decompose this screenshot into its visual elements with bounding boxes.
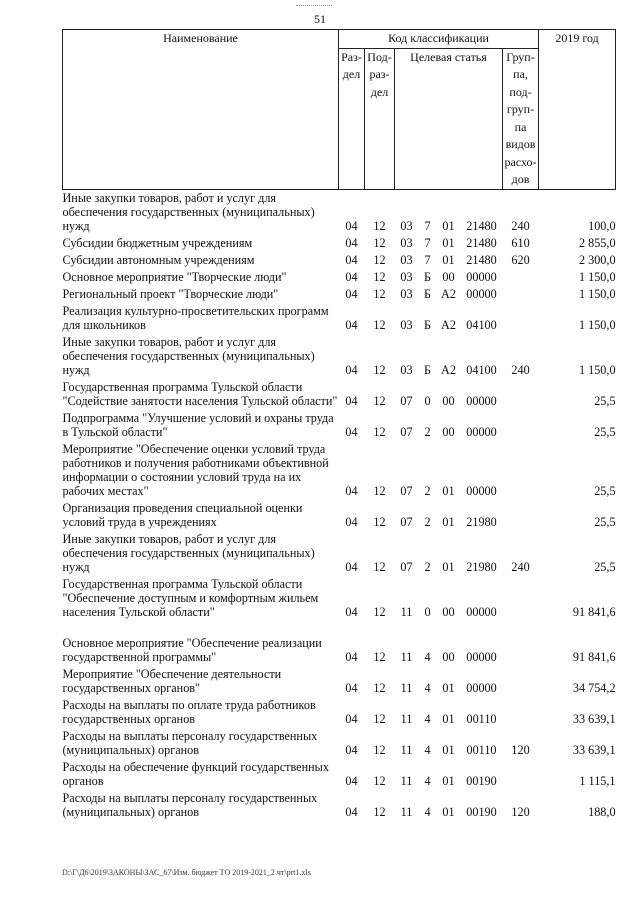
row-amount: 25,5 <box>594 424 616 439</box>
row-expense-type: 240 <box>511 218 530 233</box>
row-event: 01 <box>442 252 455 267</box>
row-program: 07 <box>400 559 413 574</box>
header-target-article: Целевая статья <box>395 48 503 189</box>
row-name: Мероприятие "Обеспечение деятельности государственных органов" <box>62 666 282 695</box>
row-subprogram: 2 <box>424 514 431 529</box>
row-amount: 25,5 <box>594 483 616 498</box>
header-subsection: Под- раз- дел <box>365 48 395 189</box>
row-subsection: 12 <box>373 317 386 332</box>
row-section: 04 <box>345 773 358 788</box>
row-direction: 00000 <box>466 424 497 439</box>
row-section: 04 <box>345 286 358 301</box>
row-program: 03 <box>400 286 413 301</box>
row-subsection: 12 <box>373 393 386 408</box>
row-amount: 188,0 <box>588 804 616 819</box>
row-amount: 33 639,1 <box>572 742 616 757</box>
page-number: 51 <box>314 12 326 26</box>
table-row <box>63 635 616 666</box>
row-section: 04 <box>345 514 358 529</box>
row-section: 04 <box>345 317 358 332</box>
row-program: 03 <box>400 218 413 233</box>
row-expense-type <box>503 666 539 697</box>
row-section: 04 <box>345 559 358 574</box>
row-program: 11 <box>400 649 413 664</box>
row-name: Расходы на выплаты по оплате труда работников государственных органов <box>62 697 316 726</box>
row-name: Субсидии автономным учреждениям <box>62 252 255 267</box>
row-event: 01 <box>442 559 455 574</box>
header-year: 2019 год <box>539 30 616 190</box>
row-event: 01 <box>442 804 455 819</box>
row-amount: 25,5 <box>594 393 616 408</box>
row-name: Подпрограмма "Улучшение условий и охраны труда в Тульской области" <box>62 410 334 439</box>
row-direction: 21480 <box>466 218 497 233</box>
row-subprogram: 4 <box>424 742 431 757</box>
row-event: 00 <box>442 604 455 619</box>
header-classification: Код классификации <box>339 30 539 49</box>
row-subprogram: Б <box>424 286 431 301</box>
row-subprogram: 0 <box>424 393 431 408</box>
table-row <box>63 303 616 334</box>
row-subprogram: 7 <box>424 235 431 250</box>
row-amount: 91 841,6 <box>572 604 616 619</box>
row-section: 04 <box>345 362 358 377</box>
row-name: Основное мероприятие "Обеспечение реализации государственной программы" <box>62 635 322 664</box>
header-row-1 <box>63 30 616 49</box>
row-event: 00 <box>442 649 455 664</box>
table-row <box>63 441 616 500</box>
row-direction: 00110 <box>466 742 497 757</box>
row-subprogram: 4 <box>424 680 431 695</box>
row-amount: 34 754,2 <box>572 680 616 695</box>
row-expense-type: 240 <box>511 362 530 377</box>
row-section: 04 <box>345 483 358 498</box>
table-row <box>63 576 616 621</box>
row-subprogram: 2 <box>424 424 431 439</box>
row-direction: 21480 <box>466 252 497 267</box>
row-expense-type <box>503 269 539 286</box>
row-expense-type <box>503 379 539 410</box>
row-section: 04 <box>345 742 358 757</box>
row-direction: 00000 <box>466 680 497 695</box>
row-name: Мероприятие "Обеспечение оценки условий труда работников и получения работниками объективной информации о состоянии условий труда на их рабочих местах" <box>62 441 329 498</box>
row-subprogram: 0 <box>424 604 431 619</box>
row-program: 11 <box>400 742 413 757</box>
row-spacer <box>63 621 616 635</box>
row-subsection: 12 <box>373 604 386 619</box>
row-event: А2 <box>441 286 456 301</box>
row-amount: 2 855,0 <box>578 235 616 250</box>
table-row <box>63 410 616 441</box>
row-amount: 2 300,0 <box>578 252 616 267</box>
row-subsection: 12 <box>373 362 386 377</box>
row-name: Государственная программа Тульской области "Содействие занятости населения Тульской области" <box>62 379 338 408</box>
row-expense-type <box>503 576 539 621</box>
row-program: 07 <box>400 483 413 498</box>
row-event: 01 <box>442 742 455 757</box>
row-program: 07 <box>400 424 413 439</box>
row-subsection: 12 <box>373 559 386 574</box>
row-subsection: 12 <box>373 235 386 250</box>
row-program: 11 <box>400 604 413 619</box>
row-event: 01 <box>442 514 455 529</box>
row-expense-type <box>503 759 539 790</box>
row-direction: 00190 <box>466 773 497 788</box>
row-direction: 00000 <box>466 483 497 498</box>
row-section: 04 <box>345 649 358 664</box>
row-subprogram: 4 <box>424 711 431 726</box>
row-event: 01 <box>442 711 455 726</box>
row-direction: 00000 <box>466 649 497 664</box>
row-program: 03 <box>400 252 413 267</box>
table-row <box>63 286 616 303</box>
row-subsection: 12 <box>373 649 386 664</box>
row-name: Государственная программа Тульской области "Обеспечение доступным и комфортным жильем населения Тульской области" <box>62 576 319 619</box>
row-direction: 00000 <box>466 286 497 301</box>
row-subsection: 12 <box>373 711 386 726</box>
row-event: 00 <box>442 269 455 284</box>
row-name: Реализация культурно-просветительских программ для школьников <box>62 303 329 332</box>
header-expense-group: Груп- па, под- груп- па видов расхо- дов <box>503 48 539 189</box>
row-amount: 100,0 <box>588 218 616 233</box>
row-name: Региональный проект "Творческие люди" <box>62 286 279 301</box>
row-direction: 04100 <box>466 362 497 377</box>
row-subsection: 12 <box>373 252 386 267</box>
row-section: 04 <box>345 804 358 819</box>
row-section: 04 <box>345 235 358 250</box>
table-row <box>63 790 616 821</box>
row-section: 04 <box>345 252 358 267</box>
row-subsection: 12 <box>373 286 386 301</box>
row-program: 11 <box>400 680 413 695</box>
row-program: 03 <box>400 317 413 332</box>
row-subprogram: 2 <box>424 559 431 574</box>
table-row <box>63 252 616 269</box>
row-expense-type <box>503 635 539 666</box>
table-body <box>63 189 616 821</box>
row-section: 04 <box>345 604 358 619</box>
row-amount: 91 841,6 <box>572 649 616 664</box>
row-expense-type <box>503 500 539 531</box>
table-row <box>63 235 616 252</box>
scan-artifact <box>296 5 332 9</box>
row-event: 01 <box>442 483 455 498</box>
row-expense-type <box>503 697 539 728</box>
row-subsection: 12 <box>373 483 386 498</box>
row-name: Организация проведения специальной оценки условий труда в учреждениях <box>62 500 303 529</box>
row-subprogram: 4 <box>424 773 431 788</box>
row-name: Расходы на выплаты персоналу государственных (муниципальных) органов <box>62 790 318 819</box>
row-subprogram: Б <box>424 269 431 284</box>
row-amount: 1 150,0 <box>578 317 616 332</box>
row-direction: 00110 <box>466 711 497 726</box>
row-expense-type: 610 <box>511 235 530 250</box>
table-row <box>63 269 616 286</box>
row-subsection: 12 <box>373 773 386 788</box>
row-expense-type: 120 <box>511 742 530 757</box>
row-event: 00 <box>442 393 455 408</box>
row-subsection: 12 <box>373 514 386 529</box>
row-direction: 00000 <box>466 393 497 408</box>
table-row <box>63 500 616 531</box>
row-direction: 21980 <box>466 514 497 529</box>
row-program: 11 <box>400 773 413 788</box>
row-name: Расходы на выплаты персоналу государственных (муниципальных) органов <box>62 728 318 757</box>
row-section: 04 <box>345 424 358 439</box>
row-subsection: 12 <box>373 804 386 819</box>
row-program: 11 <box>400 711 413 726</box>
row-amount: 1 150,0 <box>578 269 616 284</box>
row-expense-type <box>503 410 539 441</box>
row-expense-type: 620 <box>511 252 530 267</box>
table-row <box>63 697 616 728</box>
row-subsection: 12 <box>373 269 386 284</box>
row-amount: 25,5 <box>594 559 616 574</box>
row-name: Иные закупки товаров, работ и услуг для обеспечения государственных (муниципальных) нужд <box>62 531 315 574</box>
row-program: 07 <box>400 393 413 408</box>
row-name: Иные закупки товаров, работ и услуг для обеспечения государственных (муниципальных) нужд <box>62 190 315 233</box>
row-subsection: 12 <box>373 742 386 757</box>
row-section: 04 <box>345 269 358 284</box>
row-name: Субсидии бюджетным учреждениям <box>62 235 253 250</box>
row-amount: 33 639,1 <box>572 711 616 726</box>
row-event: 00 <box>442 424 455 439</box>
row-subprogram: 7 <box>424 218 431 233</box>
row-expense-type <box>503 441 539 500</box>
row-direction: 04100 <box>466 317 497 332</box>
row-expense-type: 240 <box>511 559 530 574</box>
row-event: 01 <box>442 235 455 250</box>
row-name: Расходы на обеспечение функций государственных органов <box>62 759 329 788</box>
row-direction: 21980 <box>466 559 497 574</box>
header-name: Наименование <box>63 30 339 190</box>
row-amount: 1 150,0 <box>578 286 616 301</box>
row-amount: 1 115,1 <box>579 773 616 788</box>
row-event: 01 <box>442 680 455 695</box>
row-event: А2 <box>441 317 456 332</box>
row-section: 04 <box>345 393 358 408</box>
header-section: Раз- дел <box>339 48 365 189</box>
table-row <box>63 379 616 410</box>
row-section: 04 <box>345 680 358 695</box>
row-amount: 25,5 <box>594 514 616 529</box>
row-amount: 1 150,0 <box>578 362 616 377</box>
table-row <box>63 531 616 576</box>
table-row <box>63 728 616 759</box>
row-direction: 00000 <box>466 604 497 619</box>
row-subsection: 12 <box>373 424 386 439</box>
file-path-footer: D:\Г\Д6\2019\ЗАКОНЫ\ЗАС_67\Изм. бюджет ТО 2019-2021_2 чт\prt1.xls <box>62 868 311 877</box>
row-section: 04 <box>345 711 358 726</box>
table-row <box>63 666 616 697</box>
table-row <box>63 189 616 235</box>
table-row <box>63 759 616 790</box>
row-direction: 00000 <box>466 269 497 284</box>
row-expense-type <box>503 286 539 303</box>
table-row <box>63 334 616 379</box>
row-subsection: 12 <box>373 680 386 695</box>
row-expense-type: 120 <box>511 804 530 819</box>
row-event: А2 <box>441 362 456 377</box>
row-event: 01 <box>442 218 455 233</box>
row-section: 04 <box>345 218 358 233</box>
row-program: 11 <box>400 804 413 819</box>
row-subprogram: 7 <box>424 252 431 267</box>
row-subprogram: 4 <box>424 804 431 819</box>
row-subprogram: 2 <box>424 483 431 498</box>
row-program: 03 <box>400 235 413 250</box>
row-subprogram: 4 <box>424 649 431 664</box>
row-direction: 21480 <box>466 235 497 250</box>
row-program: 03 <box>400 362 413 377</box>
row-direction: 00190 <box>466 804 497 819</box>
row-name: Иные закупки товаров, работ и услуг для обеспечения государственных (муниципальных) нужд <box>62 334 315 377</box>
row-subprogram: Б <box>424 317 431 332</box>
row-expense-type <box>503 303 539 334</box>
budget-table <box>62 29 616 821</box>
row-event: 01 <box>442 773 455 788</box>
row-program: 03 <box>400 269 413 284</box>
row-subprogram: Б <box>424 362 431 377</box>
row-name: Основное мероприятие "Творческие люди" <box>62 269 287 284</box>
row-program: 07 <box>400 514 413 529</box>
row-subsection: 12 <box>373 218 386 233</box>
